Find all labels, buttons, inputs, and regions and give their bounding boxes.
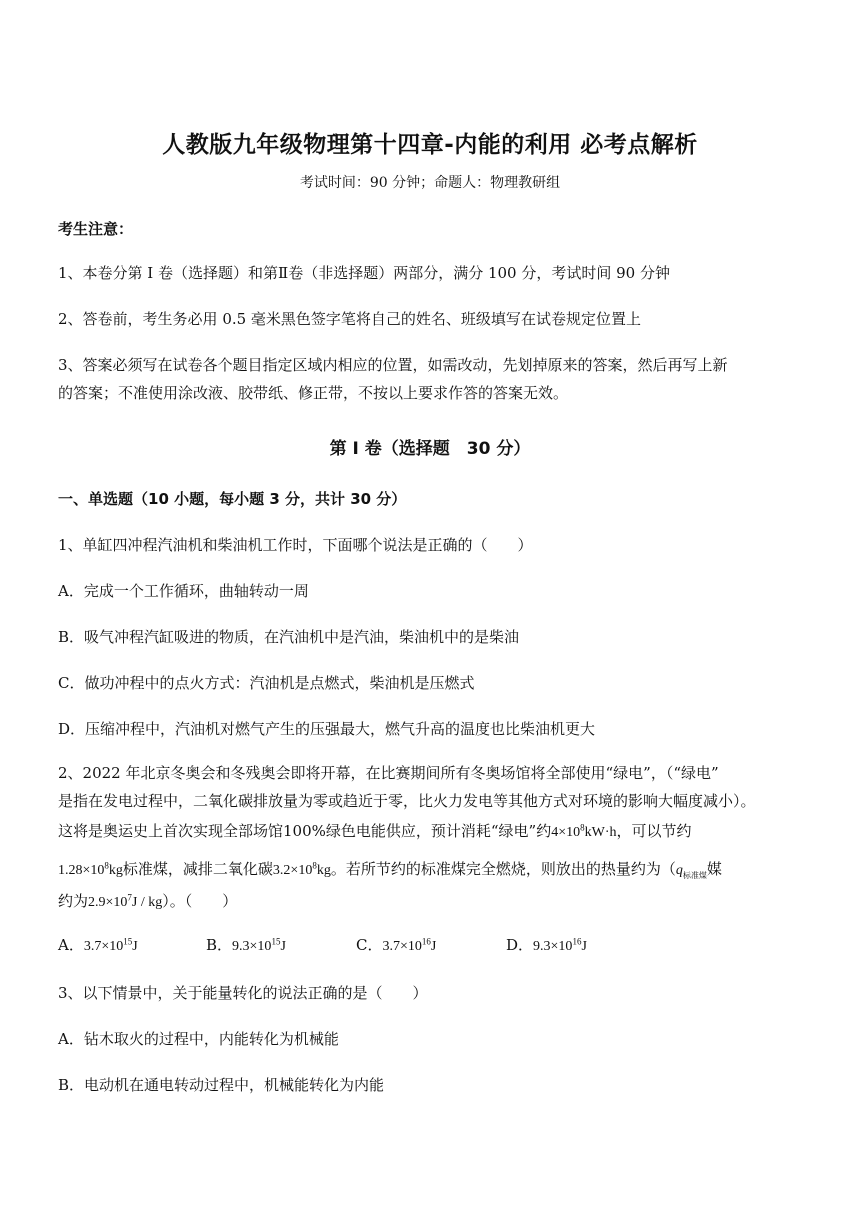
question-1-option-b: B．吸气冲程汽缸吸进的物质，在汽油机中是汽油，柴油机中的是柴油 bbox=[58, 628, 520, 646]
notice-heading: 考生注意： bbox=[58, 220, 134, 238]
question-2-line-3: 这将是奥运史上首次实现全部场馆100%绿色电能供应，预计消耗“绿电”约$4\times 10^8kW\cdot h$，可以节约 bbox=[58, 822, 692, 840]
question-2-line-5: 约为$2.9\times 10^7J / kg$）。（ ） bbox=[58, 892, 238, 910]
question-2-line-4: $1.28\times 10^8kg$标准煤，减排二氧化碳$3.2\times 10^8kg$。若所节约的标准煤完全燃烧，则放出的热量约为（$q_{标准煤}$媒 bbox=[58, 860, 722, 880]
notice-item-3-cont: 的答案；不准使用涂改液、胶带纸、修正带，不按以上要求作答的答案无效。 bbox=[58, 384, 569, 402]
exam-info: 考试时间：90 分钟；命题人：物理教研组 bbox=[299, 175, 561, 191]
question-1-option-d: D．压缩冲程中，汽油机对燃气产生的压强最大，燃气升高的温度也比柴油机更大 bbox=[58, 720, 596, 738]
notice-item-3: 3、答案必须写在试卷各个题目指定区域内相应的位置，如需改动，先划掉原来的答案，然后再写上新 bbox=[58, 356, 728, 374]
question-3-option-b: B．电动机在通电转动过程中，机械能转化为内能 bbox=[58, 1076, 385, 1094]
question-1-option-c: C．做功冲程中的点火方式：汽油机是点燃式，柴油机是压燃式 bbox=[58, 674, 475, 692]
question-2-option-c: C．$3.7\times 10^{16}J$ bbox=[356, 936, 437, 954]
part-heading: 一、单选题（10 小题，每小题 3 分，共计 30 分） bbox=[58, 490, 407, 508]
notice-item-1: 1、本卷分第 I 卷（选择题）和第Ⅱ卷（非选择题）两部分，满分 100 分，考试时间 90 分钟 bbox=[58, 264, 670, 282]
page-title: 人教版九年级物理第十四章-内能的利用 必考点解析 bbox=[162, 132, 698, 158]
notice-item-2: 2、答卷前，考生务必用 0.5 毫米黑色签字笔将自己的姓名、班级填写在试卷规定位置上 bbox=[58, 310, 641, 328]
question-2-option-b: B．$9.3\times 10^{15}J$ bbox=[206, 936, 286, 954]
question-3-option-a: A．钻木取火的过程中，内能转化为机械能 bbox=[58, 1030, 339, 1048]
question-2-line-1: 2、2022 年北京冬奥会和冬残奥会即将开幕，在比赛期间所有冬奥场馆将全部使用“绿电”，（“绿电” bbox=[58, 764, 719, 782]
question-3-stem: 3、以下情景中，关于能量转化的说法正确的是（ ） bbox=[58, 984, 428, 1002]
question-2-option-a: A．$3.7\times 10^{15}J$ bbox=[58, 936, 138, 954]
question-2-line-2: 是指在发电过程中，二氧化碳排放量为零或趋近于零，比火力发电等其他方式对环境的影响大幅度减小）。 bbox=[58, 792, 756, 810]
question-1-stem: 1、单缸四冲程汽油机和柴油机工作时，下面哪个说法是正确的（ ） bbox=[58, 536, 533, 554]
question-2-option-d: D．$9.3\times 10^{16}J$ bbox=[506, 936, 587, 954]
question-1-option-a: A．完成一个工作循环，曲轴转动一周 bbox=[58, 582, 309, 600]
section-title: 第 I 卷（选择题 30 分） bbox=[329, 439, 531, 459]
